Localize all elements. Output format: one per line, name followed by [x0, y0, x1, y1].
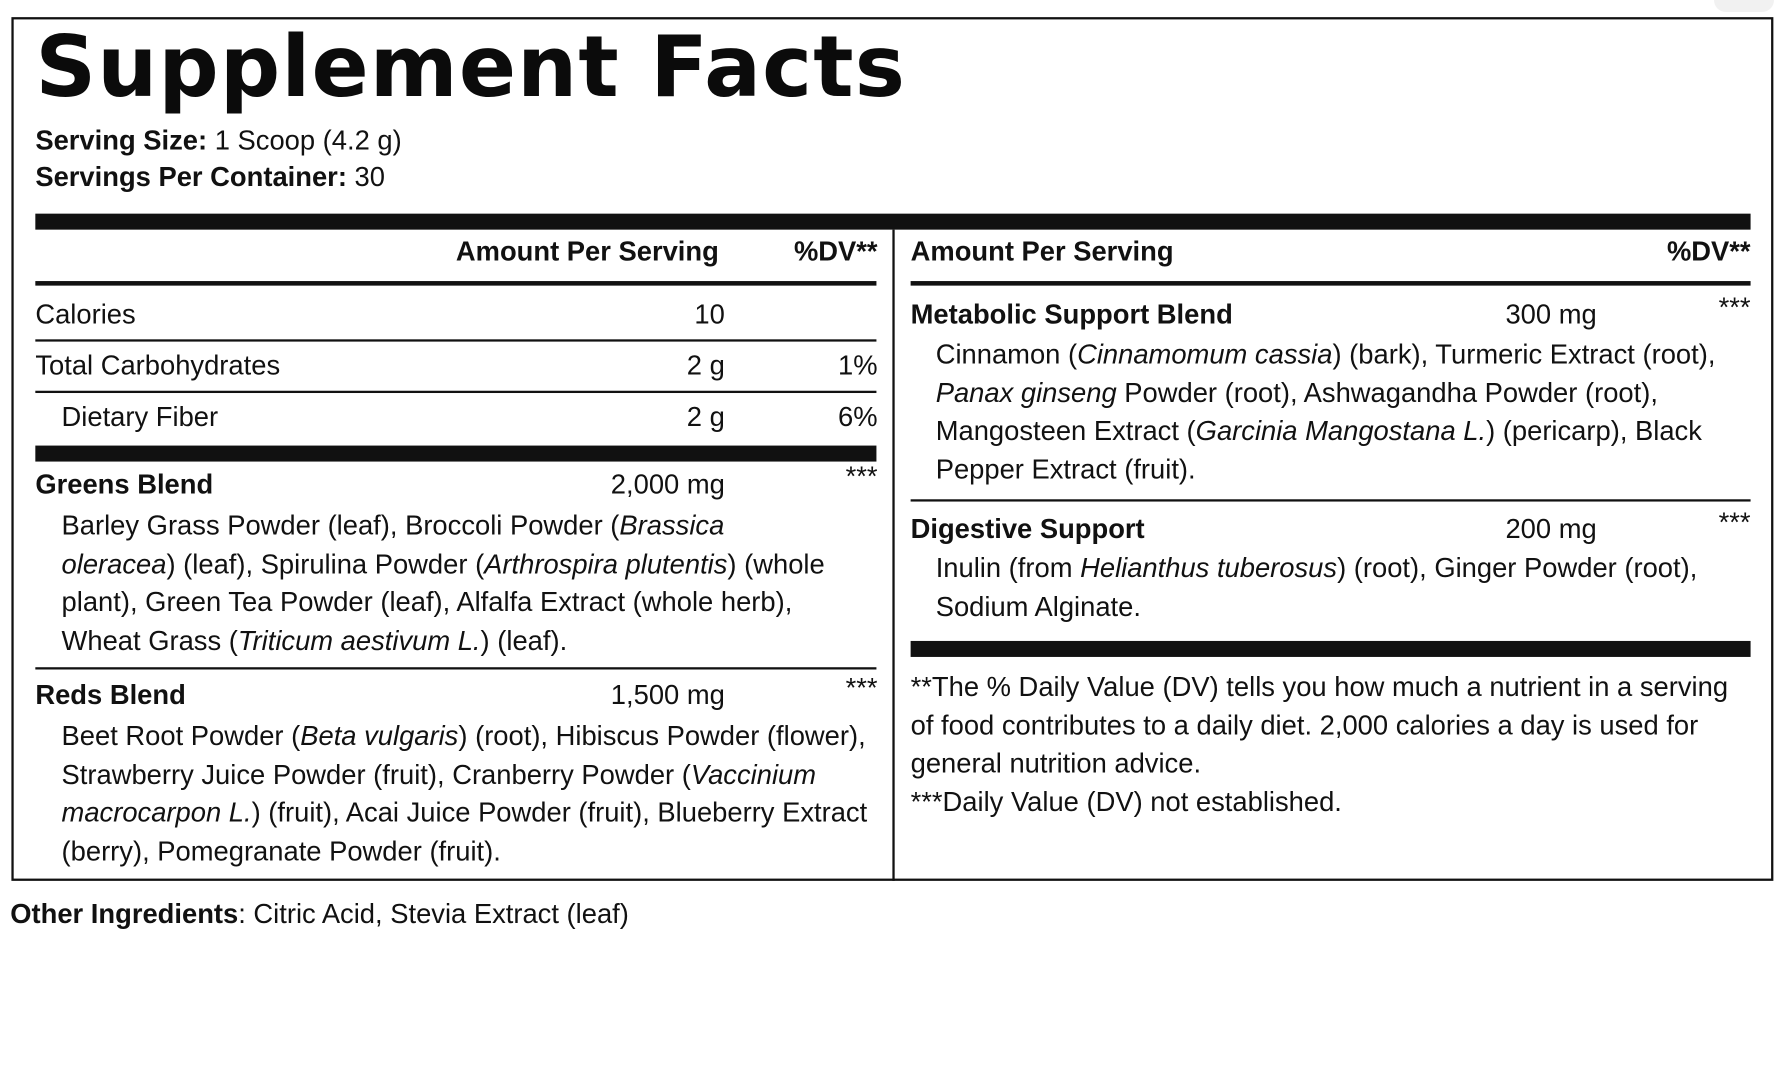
ingredient-text: Mangosteen Extract (	[935, 415, 1196, 447]
blend-amount: 1,500 mg	[610, 679, 725, 711]
ingredient-text: ) (bark), Turmeric Extract (root),	[1332, 339, 1716, 371]
left-header-rule	[35, 281, 876, 286]
ingredient-text: Inulin (from	[935, 552, 1081, 584]
footnote-line: of food contributes to a daily diet. 2,000 calories a day is used for	[910, 710, 1699, 741]
right-amount-header: Amount Per Serving	[910, 236, 1174, 268]
right-header-rule	[911, 281, 1751, 286]
blend-divider	[911, 499, 1751, 501]
ingredient-text: Strawberry Juice Powder (fruit), Cranberry Powder (	[61, 759, 691, 791]
ingredient-text: ) (root), Ginger Powder (root),	[1337, 552, 1698, 584]
ingredient-italic: Brassica	[619, 510, 725, 542]
nutrient-dv: 1%	[838, 350, 878, 382]
nutrient-amount: 10	[694, 299, 725, 331]
row-divider	[35, 391, 876, 393]
other-ingredients	[10, 898, 629, 932]
blend-dv: ***	[845, 461, 878, 493]
other-ingredients-value: : Citric Acid, Stevia Extract (leaf)	[238, 899, 629, 930]
blend-dv: ***	[1718, 292, 1751, 324]
ingredient-italic: Beta vulgaris	[300, 720, 459, 752]
ingredient-text: ) (fruit), Acai Juice Powder (fruit), Blueberry Extract	[251, 797, 868, 829]
right-dv-header: %DV**	[1666, 236, 1751, 268]
footnote-line: **The % Daily Value (DV) tells you how much a nutrient in a serving	[910, 671, 1729, 703]
serving-size-label: Serving Size:	[35, 125, 208, 157]
ingredient-italic: Garcinia Mangostana L.	[1195, 415, 1487, 447]
servings-per-container-label: Servings Per Container:	[35, 162, 347, 194]
page-title: Supplement Facts	[35, 18, 907, 117]
ingredient-text: Beet Root Powder (	[61, 720, 301, 752]
serving-size-value: 1 Scoop (4.2 g)	[214, 125, 402, 157]
nutrients-blend-divider	[35, 446, 876, 462]
nutrient-amount: 2 g	[686, 350, 725, 382]
left-dv-header: %DV**	[793, 236, 878, 268]
blend-name: Digestive Support	[910, 514, 1145, 545]
digestive-blend-ingredients	[936, 550, 1751, 627]
blend-name: Reds Blend	[35, 679, 186, 711]
footnote-line: ***Daily Value (DV) not established.	[910, 786, 1342, 818]
column-divider	[892, 230, 894, 881]
ingredient-italic: Panax ginseng	[935, 377, 1117, 409]
nutrient-name: Total Carbohydrates	[35, 350, 281, 382]
ingredient-text: ) (root), Hibiscus Powder (flower),	[458, 720, 866, 752]
blend-divider	[35, 667, 876, 669]
greens-blend-ingredients	[62, 507, 877, 660]
ingredient-text: Powder (root), Ashwagandha Powder (root),	[1116, 377, 1658, 409]
left-amount-header: Amount Per Serving	[455, 236, 719, 268]
nutrient-name: Dietary Fiber	[61, 402, 219, 434]
ingredient-text: (berry), Pomegranate Powder (fruit).	[61, 835, 501, 867]
ingredient-italic: Cinnamomum cassia	[1077, 339, 1333, 371]
metabolic-blend-ingredients	[936, 336, 1751, 489]
blend-dv: ***	[1718, 507, 1751, 539]
ingredient-text: ) (pericarp), Black	[1486, 415, 1702, 447]
daily-value-footnote	[911, 668, 1751, 821]
nutrient-amount: 2 g	[686, 402, 725, 434]
ingredient-text: Barley Grass Powder (leaf), Broccoli Powder (	[61, 510, 620, 542]
blend-name: Greens Blend	[35, 469, 214, 501]
footnote-line: general nutrition advice.	[910, 748, 1202, 780]
ingredient-text: plant), Green Tea Powder (leaf), Alfalfa Extract (whole herb),	[61, 587, 793, 619]
servings-per-container-value: 30	[354, 162, 385, 194]
ingredient-italic: oleracea	[61, 548, 167, 580]
nutrient-name: Calories	[35, 299, 136, 331]
blend-dv: ***	[845, 672, 878, 704]
ingredient-text: Pepper Extract (fruit).	[935, 454, 1196, 485]
row-divider	[35, 339, 876, 341]
ingredient-text: Sodium Alginate.	[935, 591, 1141, 623]
nutrient-dv: 6%	[838, 402, 878, 434]
header-divider	[35, 214, 1750, 230]
ingredient-text: Cinnamon (	[935, 339, 1078, 371]
ingredient-italic: Helianthus tuberosus	[1080, 552, 1338, 584]
ingredient-italic: Vaccinium	[690, 759, 817, 791]
ingredient-text: ) (leaf).	[480, 625, 568, 657]
ingredient-italic: macrocarpon L.	[61, 797, 252, 829]
ingredient-text: Wheat Grass (	[61, 625, 238, 657]
ingredient-italic: Triticum aestivum L.	[237, 625, 481, 657]
ingredient-text: ) (whole	[727, 548, 825, 580]
other-ingredients-label: Other Ingredients	[10, 899, 239, 930]
blend-amount: 300 mg	[1505, 299, 1597, 331]
blend-amount: 2,000 mg	[610, 469, 725, 501]
blend-name: Metabolic Support Blend	[910, 299, 1233, 331]
ingredient-text: ) (leaf), Spirulina Powder (	[166, 548, 485, 580]
reds-blend-ingredients	[62, 717, 877, 870]
footnote-divider	[911, 641, 1751, 657]
serving-size	[35, 125, 401, 159]
servings-per-container	[35, 161, 385, 195]
ingredient-italic: Arthrospira plutentis	[484, 548, 728, 580]
blend-amount: 200 mg	[1505, 514, 1597, 545]
